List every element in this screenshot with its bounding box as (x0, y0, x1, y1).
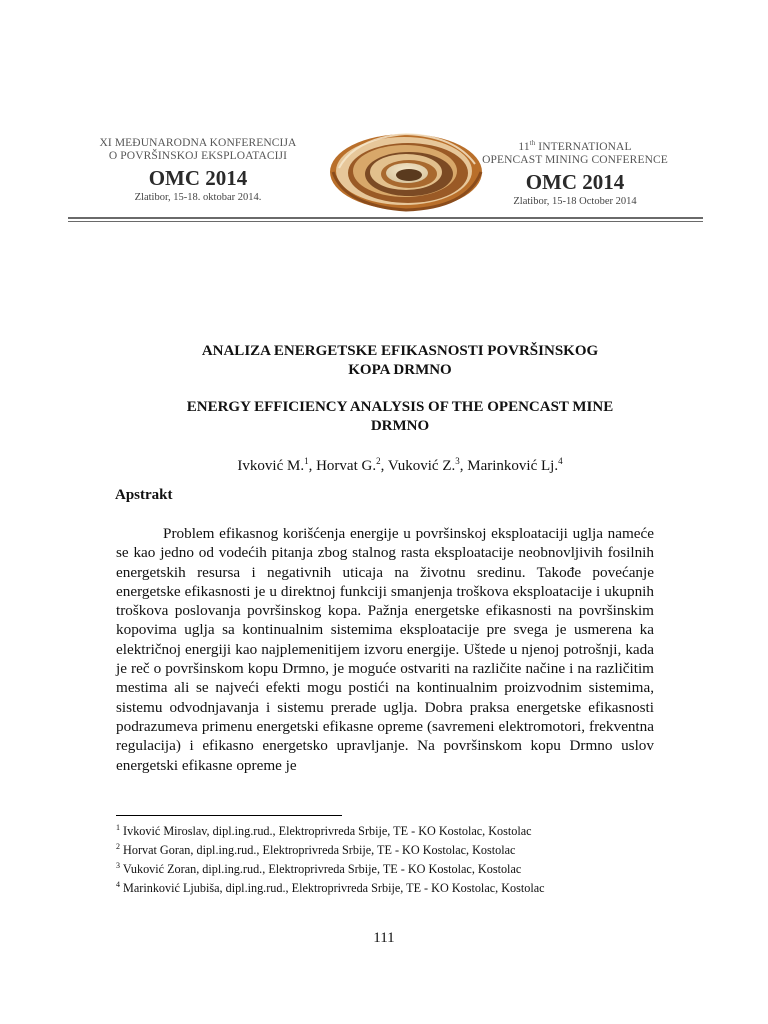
title-english-line1: ENERGY EFFICIENCY ANALYSIS OF THE OPENCAST MINE (186, 399, 614, 415)
footnote-number: 4 (116, 880, 120, 890)
author-affiliation-mark: 1 (304, 456, 309, 466)
page-number: 111 (373, 930, 395, 946)
footnote-text: Ivković Miroslav, dipl.ing.rud., Elektroprivreda Srbije, TE - KO Kostolac, Kostolac (120, 824, 532, 839)
header-right-block (482, 137, 668, 208)
title-serbian-line2: KOPA DRMNO (348, 362, 452, 378)
author-name: Vuković Z. (387, 458, 456, 474)
header-left-title: OMC 2014 (148, 166, 248, 190)
author-separator: , (380, 458, 388, 474)
header-right-line1 (482, 137, 668, 154)
conference-header (0, 0, 768, 230)
author-affiliation-mark: 2 (376, 456, 381, 466)
abstract-heading: Apstrakt (115, 487, 173, 503)
footnote-text: Vuković Zoran, dipl.ing.rud., Elektroprivreda Srbije, TE - KO Kostolac, Kostolac (120, 862, 522, 877)
footnote-text: Horvat Goran, dipl.ing.rud., Elektroprivreda Srbije, TE - KO Kostolac, Kostolac (120, 843, 516, 858)
spiral-pit-logo-icon (325, 128, 487, 219)
header-rule-thin (68, 221, 703, 222)
footnote-number: 2 (116, 842, 120, 852)
author-name: Horvat G. (316, 458, 377, 474)
header-left-block (85, 137, 311, 204)
header-right-num: 11 (518, 140, 530, 153)
title-serbian-line1: ANALIZA ENERGETSKE EFIKASNOSTI POVRŠINSKOG (201, 343, 599, 359)
footnote-item (116, 820, 676, 839)
header-rule-thick (68, 217, 703, 219)
header-right-line1-text: INTERNATIONAL (535, 140, 632, 153)
footnote-number: 1 (116, 823, 120, 832)
author-name: Marinković Lj. (467, 458, 559, 474)
title-english (100, 398, 700, 436)
author-name: Ivković M. (237, 458, 305, 474)
author-separator: , (459, 458, 468, 474)
header-right-title: OMC 2014 (525, 169, 625, 194)
title-english-line2: DRMNO (370, 418, 430, 434)
header-left-line1: XI MEĐUNARODNA KONFERENCIJA (99, 137, 297, 149)
footnote-number: 3 (116, 861, 120, 871)
author-list (100, 452, 700, 476)
header-left-date: Zlatibor, 15-18. oktobar 2014. (134, 192, 262, 203)
footnotes (116, 820, 676, 896)
title-serbian (100, 342, 700, 380)
footnote-item (116, 858, 676, 877)
author-affiliation-mark: 4 (558, 456, 563, 466)
footnote-item (116, 839, 676, 858)
header-right-date: Zlatibor, 15-18 October 2014 (513, 195, 637, 207)
header-right-line2: OPENCAST MINING CONFERENCE (482, 153, 668, 166)
author-affiliation-mark: 3 (455, 456, 460, 466)
author-separator: , (308, 458, 317, 474)
abstract-body: Problem efikasnog korišćenja energije u površinskoj eksploataciji uglja nameće se kao jedno od vodećih pitanja zbog stalnog rasta eksploatacije neobnovljivih fosilnih energetskih resursa i negativnih uticaja na životnu sredinu. Takođe povećanje energetske efikasnosti je u direktnoj funkciji smanjenja troškova eksploatacije i ukupnih troškova poslovanja površinskog kopa. Pažnja energetske efikasnosti na površinskim kopovima uglja sa kontinualnim sistemima eksploatacije pre svega je usmerena ka električnoj energiji kao najplemenitijem izvoru energije. Uštede u njenoj potrošnji, kada je reč o površinskom kopu Drmno, je moguće ostvariti na različite načine i na različitim mestima ali se najveći efekti mogu postići na kontinualnim proizvodnim sistemima, sistemu odvodnjavanja i sistemu prerade uglja. Dobra praksa energetske efikasnosti podrazumeva primenu energetski efikasne opreme (savremeni elektromotori, frekventna regulacija) i efikasno energetsko upravljanje. Na površinskom kopu Drmno uslov energetski efikasne opreme je (116, 525, 654, 774)
footnote-item (116, 877, 676, 896)
header-right-sup: th (529, 139, 536, 147)
footnote-divider (116, 815, 342, 816)
header-left-line2: O POVRŠINSKOJ EKSPLOATACIJI (108, 150, 288, 162)
footnote-text: Marinković Ljubiša, dipl.ing.rud., Elektroprivreda Srbije, TE - KO Kostolac, Kostolac (120, 881, 545, 896)
